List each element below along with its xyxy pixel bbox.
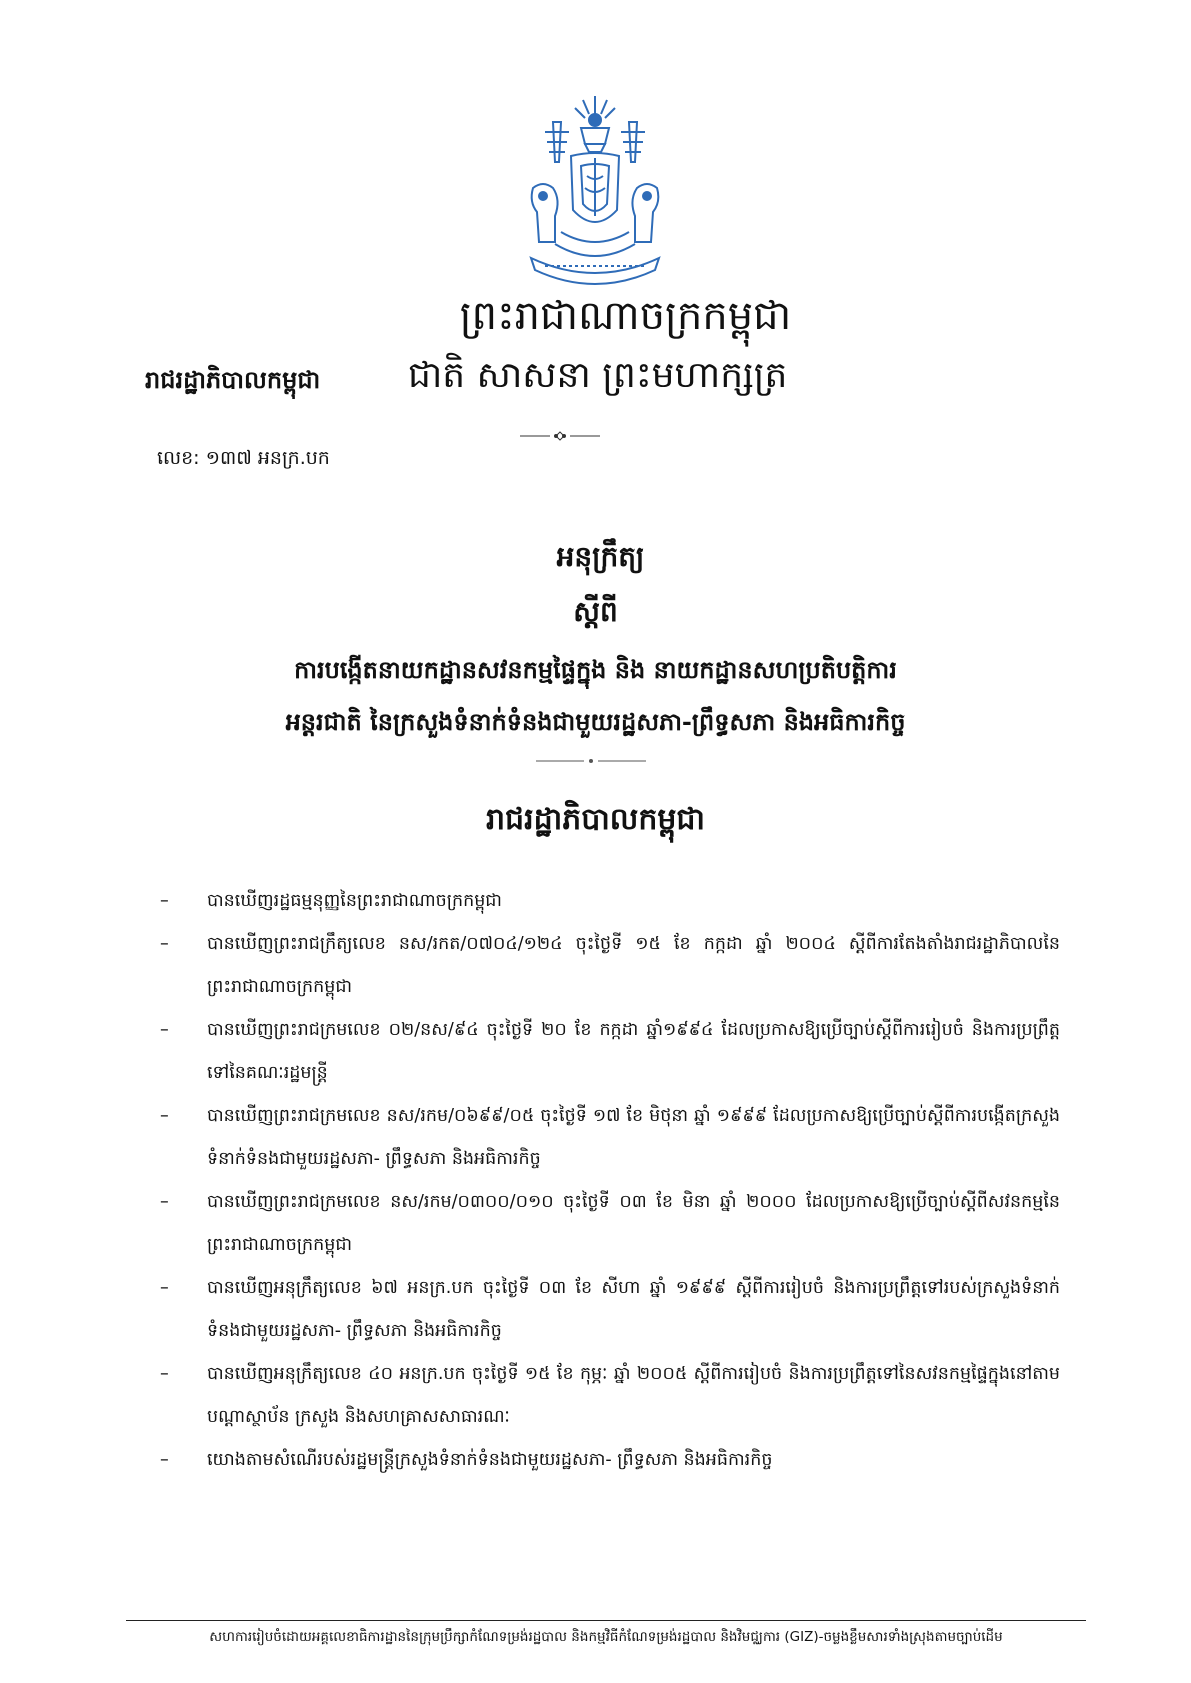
list-dash: –	[160, 1192, 169, 1212]
list-dash: –	[160, 1278, 169, 1298]
list-dash: –	[160, 1106, 169, 1126]
kingdom-title: ព្រះរាជាណាចក្រកម្ពុជា	[459, 293, 792, 339]
preamble-text: យោងតាមសំណើរបស់រដ្ឋមន្ត្រីក្រសួងទំនាក់ទំនងជាមួយរដ្ឋសភា- ព្រឹទ្ធសភា និងអធិការកិច្ច	[207, 1450, 773, 1470]
preamble-item	[160, 880, 1060, 923]
document-type-title: អនុក្រឹត្យ	[556, 540, 645, 573]
national-motto: ជាតិ សាសនា ព្រះមហាក្សត្រ	[408, 355, 788, 396]
preamble-item	[160, 1267, 1060, 1353]
footer-note: សហការរៀបចំដោយអគ្គលេខាធិការដ្ឋាននៃក្រុមប្រឹក្សាកំណែទម្រង់រដ្ឋបាល និងកម្មវិធីកំណែទម្រង់រដ្ឋបាល និងវិមជ្ឈការ (GIZ)-ចម្លងខ្លឹមសារទាំងស្រុងតាមច្បាប់ដើម	[209, 1629, 1003, 1645]
preamble-list	[160, 880, 1060, 1482]
preamble-text: បានឃើញព្រះរាជក្រមលេខ នស/រកម/០៣០០/០១០ ចុះថ្ងៃទី ០៣ ខែ មិនា ឆ្នាំ ២០០០ ដែលប្រកាសឱ្យប្រើច្បាប់ស្ដីពីសវនកម្មនៃព្រះរាជាណាចក្រកម្ពុជា	[207, 1192, 1060, 1255]
about-heading: ស្ដីពី	[573, 595, 618, 628]
preamble-text: បានឃើញរដ្ឋធម្មនុញ្ញនៃព្រះរាជាណាចក្រកម្ពុជា	[207, 891, 502, 911]
decree-number: លេខ: ១៣៧ អនក្រ.បក	[157, 447, 330, 469]
preamble-text: បានឃើញអនុក្រឹត្យលេខ ៦៧ អនក្រ.បក ចុះថ្ងៃទី ០៣ ខែ សីហា ឆ្នាំ ១៩៩៩ ស្ដីពីការរៀបចំ និងការប្រព្រឹត្តទៅរបស់ក្រសួងទំនាក់ទំនងជាមួយរដ្ឋសភា- ព្រឹទ្ធសភា និងអធិការកិច្ច	[207, 1278, 1060, 1341]
preamble-item	[160, 1095, 1060, 1181]
preamble-item	[160, 1439, 1060, 1482]
government-name-left: រាជរដ្ឋាភិបាលកម្ពុជា	[145, 365, 321, 394]
footer-divider	[126, 1620, 1086, 1621]
preamble-text: បានឃើញព្រះរាជក្រមលេខ ០២/នស/៩៤ ចុះថ្ងៃទី ២០ ខែ កក្កដា ឆ្នាំ១៩៩៤ ដែលប្រកាសឱ្យប្រើច្បាប់ស្ដីពីការរៀបចំ និងការប្រព្រឹត្តទៅនៃគណៈរដ្ឋមន្ត្រី	[207, 1020, 1060, 1083]
list-dash: –	[160, 934, 169, 954]
list-dash: –	[160, 1020, 169, 1040]
preamble-text: បានឃើញអនុក្រឹត្យលេខ ៤០ អនក្រ.បក ចុះថ្ងៃទី ១៥ ខែ កុម្ភៈ ឆ្នាំ ២០០៥ ស្ដីពីការរៀបចំ និងការប្រព្រឹត្តទៅនៃសវនកម្មផ្ទៃក្នុងនៅតាមបណ្ដាស្ថាប័ន ក្រសួង និងសហគ្រាសសាធារណៈ	[207, 1364, 1060, 1427]
ornament-divider-2	[536, 755, 646, 767]
preamble-text: បានឃើញព្រះរាជក្រឹត្យលេខ នស/រកត/០៧០៤/១២៤ ចុះថ្ងៃទី ១៥ ខែ កក្កដា ឆ្នាំ ២០០៤ ស្ដីពីការតែងតាំងរាជរដ្ឋាភិបាលនៃព្រះរាជាណាចក្រកម្ពុជា	[207, 934, 1060, 997]
subject-line-1: ការបង្កើតនាយកដ្ឋានសវនកម្មផ្ទៃក្នុង និង នាយកដ្ឋានសហប្រតិបត្តិការ	[294, 655, 897, 684]
royal-coat-of-arms-emblem	[515, 92, 675, 292]
issuing-authority: រាជរដ្ឋាភិបាលកម្ពុជា	[486, 802, 705, 837]
list-dash: –	[160, 1364, 169, 1384]
preamble-item	[160, 1353, 1060, 1439]
list-dash: –	[160, 891, 169, 911]
list-dash: –	[160, 1450, 169, 1470]
preamble-item	[160, 1009, 1060, 1095]
subject-line-2: អន្តរជាតិ នៃក្រសួងទំនាក់ទំនងជាមួយរដ្ឋសភា-ព្រឹទ្ធសភា និងអធិការកិច្ច	[285, 707, 906, 736]
preamble-item	[160, 1181, 1060, 1267]
ornament-divider	[520, 430, 600, 442]
preamble-text: បានឃើញព្រះរាជក្រមលេខ នស/រកម/០៦៩៩/០៥ ចុះថ្ងៃទី ១៧ ខែ មិថុនា ឆ្នាំ ១៩៩៩ ដែលប្រកាសឱ្យប្រើច្បាប់ស្ដីពីការបង្កើតក្រសួងទំនាក់ទំនងជាមួយរដ្ឋសភា- ព្រឹទ្ធសភា និងអធិការកិច្ច	[207, 1106, 1060, 1169]
preamble-item	[160, 923, 1060, 1009]
